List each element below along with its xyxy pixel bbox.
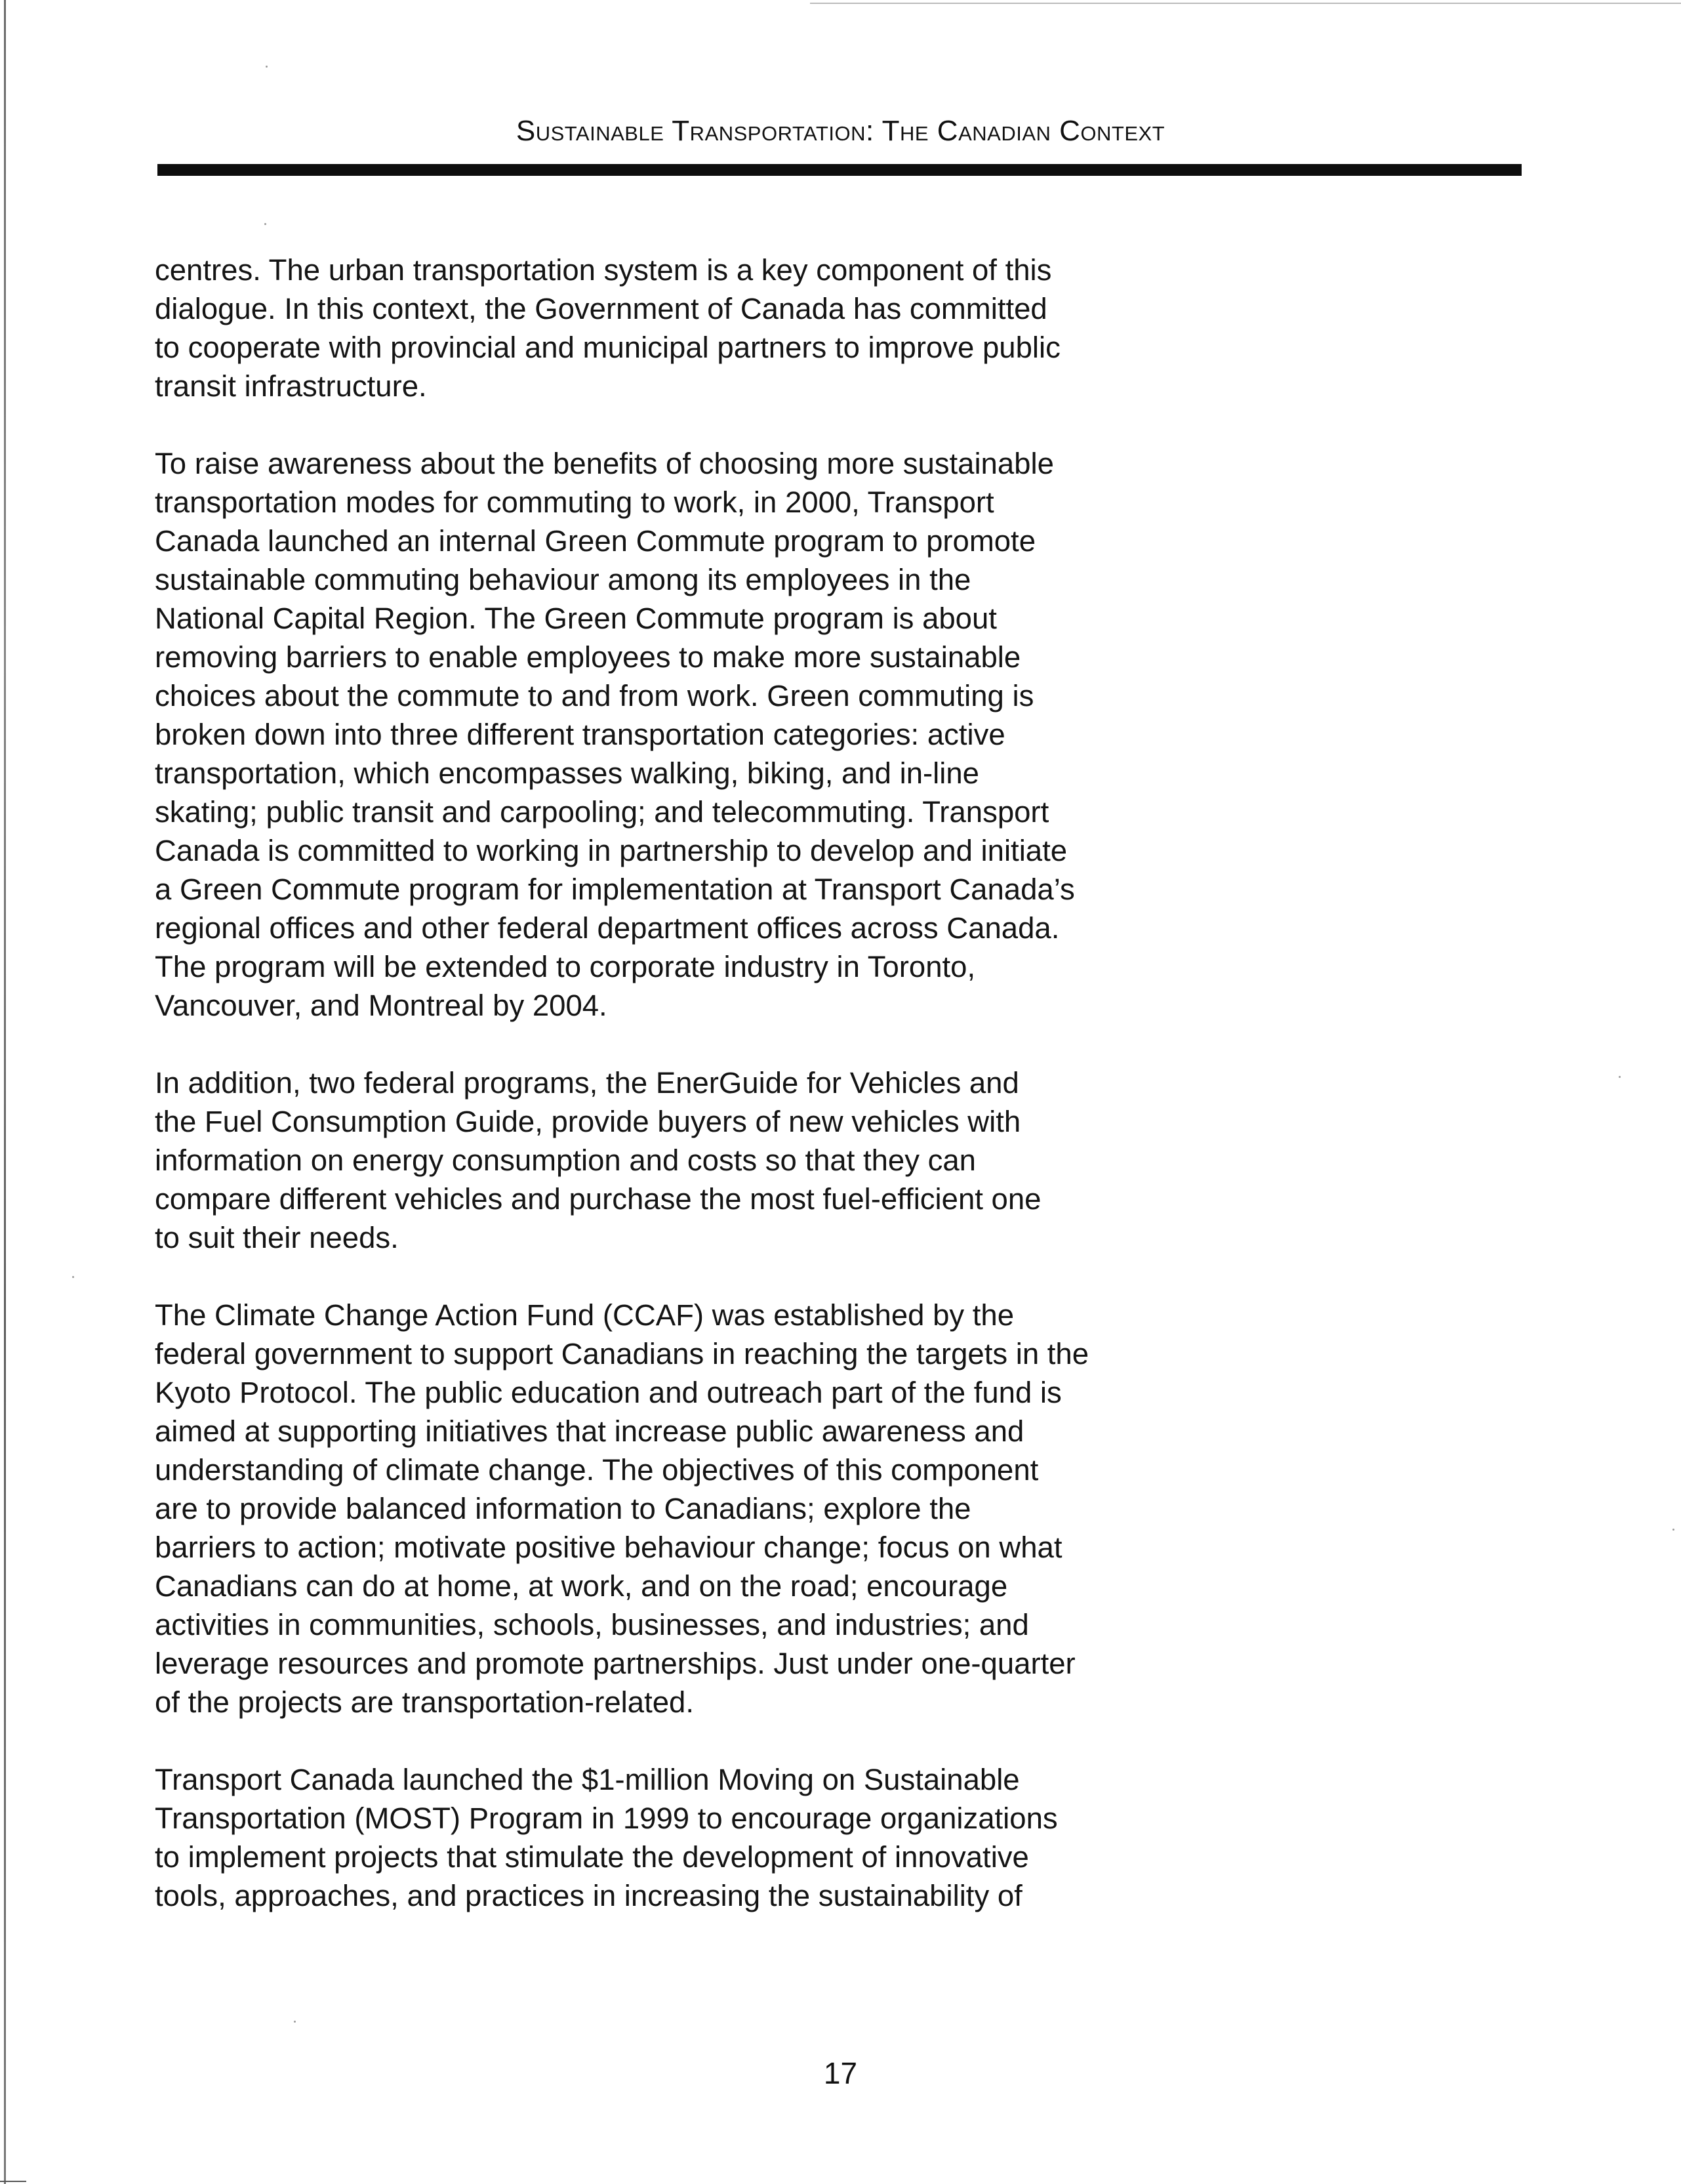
scan-speck (294, 2021, 296, 2023)
paragraph: To raise awareness about the benefits of choosing more sustainable transportation modes for commuting to work, in 2000, Transport Canada launched an internal Green Commute program to promote sustainable commuting behaviour among its employees in the National Capital Region. The Green Commute program is about removing barriers to enable employees to make more sustainable choices about the commute to and from work. Green commuting is broken down into three different transportation categories: active transportation, which encompasses walking, biking, and in-line skating; public transit and carpooling; and telecommuting. Transport Canada is committed to working in partnership to develop and initiate a Green Commute program for implementation at Transport Canada’s regional offices and other federal department offices across Canada. The program will be extended to corporate industry in Toronto, Vancouver, and Montreal by 2004. (155, 447, 1075, 1022)
page-number: 17 (823, 2056, 858, 2090)
scan-speck (1672, 1529, 1674, 1531)
paragraph: Transport Canada launched the $1-million Moving on Sustainable Transportation (MOST) Program in 1999 to encourage organizations to implement projects that stimulate the development of innovative tools, approaches, and practices in increasing the sustainability of (155, 1763, 1058, 1912)
scan-speck (72, 1276, 74, 1278)
body-text (155, 251, 1112, 1954)
scan-edge-top (810, 3, 1681, 4)
running-header: Sustainable Transportation: The Canadian Context (516, 115, 1165, 147)
header-rule (157, 164, 1522, 176)
paragraph: The Climate Change Action Fund (CCAF) was established by the federal government to support Canadians in reaching the targets in the Kyoto Protocol. The public education and outreach part of the fund is aimed at supporting initiatives that increase public awareness and understanding of climate change. The objectives of this component are to provide balanced information to Canadians; explore the barriers to action; motivate positive behaviour change; focus on what Canadians can do at home, at work, and on the road; encourage activities in communities, schools, businesses, and industries; and leverage resources and promote partnerships. Just under one-quarter of the projects are transportation-related. (155, 1298, 1089, 1719)
scan-speck (266, 66, 268, 68)
scan-speck (264, 223, 266, 225)
scan-speck (1619, 1076, 1621, 1078)
scan-edge-left (4, 0, 6, 2184)
paragraph: centres. The urban transportation system is a key component of this dialogue. In this context, the Government of Canada has committed to cooperate with provincial and municipal partners to improve public transit infrastructure. (155, 253, 1061, 403)
scan-edge-bottom (0, 2181, 26, 2182)
paragraph: In addition, two federal programs, the EnerGuide for Vehicles and the Fuel Consumption Guide, provide buyers of new vehicles with information on energy consumption and costs so that they can compare different vehicles and purchase the most fuel-efficient one to suit their needs. (155, 1066, 1042, 1254)
